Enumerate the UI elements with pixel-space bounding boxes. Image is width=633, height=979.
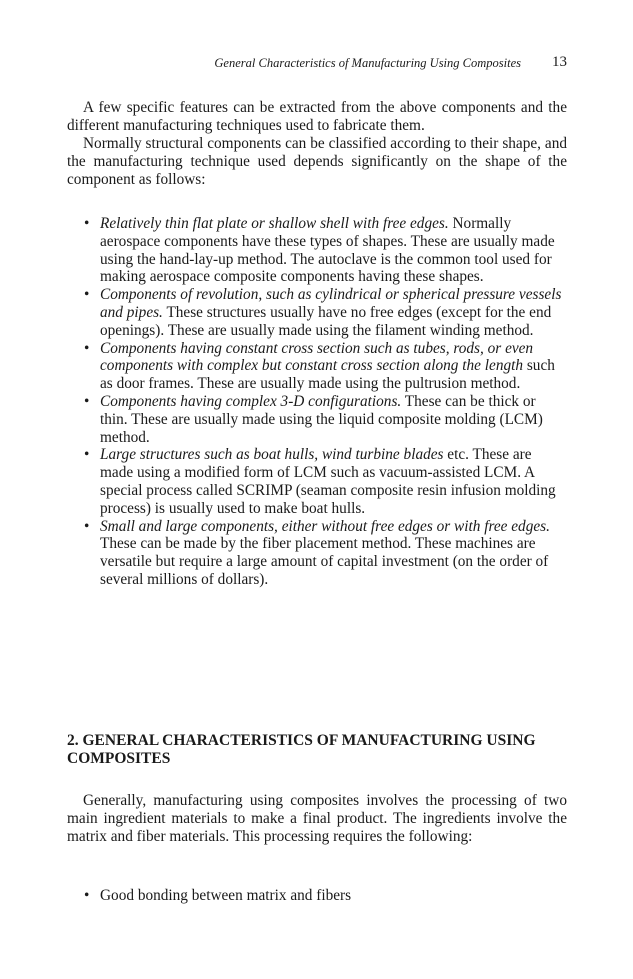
list-item xyxy=(67,286,567,339)
running-head-title: General Characteristics of Manufacturing Using Composites xyxy=(214,56,521,70)
list-item-text: Normally aerospace components have these types of shapes. These are usually made using the hand-lay-up method. The autoclave is the common tool used for making aerospace composite components having these shapes. xyxy=(100,215,555,286)
list-item-text: These can be thick or thin. These are usually made using the liquid composite molding (LCM) method. xyxy=(100,392,543,446)
list-item-lead: Small and large components, either without free edges or with free edges. xyxy=(100,517,550,535)
shape-classification-list xyxy=(67,215,567,589)
page-number: 13 xyxy=(552,54,567,70)
bullet-icon: • xyxy=(84,339,90,357)
list-item xyxy=(67,215,567,286)
list-item-text: such as door frames. These are usually made using the pultrusion method. xyxy=(100,357,555,393)
intro-paragraph-1: A few specific features can be extracted from the above components and the different manufacturing techniques used to fabricate them. xyxy=(67,99,567,134)
list-item xyxy=(67,393,567,446)
requirements-list xyxy=(67,887,567,905)
bullet-icon: • xyxy=(84,446,90,464)
list-item-text: These can be made by the fiber placement method. These machines are versatile but require a large amount of capital investment (on the order of several millions of dollars). xyxy=(100,535,549,588)
list-item xyxy=(67,446,567,517)
section-heading: 2. GENERAL CHARACTERISTICS OF MANUFACTURING USING COMPOSITES xyxy=(67,732,536,767)
list-item-text: etc. These are made using a modified form of LCM such as vacuum-assisted LCM. A special process called SCRIMP (seaman composite resin infusion molding process) is usually used to make boat hulls. xyxy=(100,446,556,517)
bullet-icon: • xyxy=(84,215,90,232)
list-item-lead: Components having complex 3-D configurations. xyxy=(100,392,402,410)
running-head xyxy=(67,52,567,76)
bullet-icon: • xyxy=(84,517,90,535)
list-item xyxy=(67,887,567,905)
list-item-text: Good bonding between matrix and fibers xyxy=(100,887,352,904)
list-item-lead: Components of revolution, such as cylindrical or spherical pressure vessels and pipes. xyxy=(100,286,562,321)
section-paragraph-1: Generally, manufacturing using composites involves the processing of two main ingredient materials to make a final product. The ingredients involve the matrix and fiber materials. This processing requires the following: xyxy=(67,792,567,845)
bullet-icon: • xyxy=(84,286,90,304)
intro-paragraph-2: Normally structural components can be classified according to their shape, and the manufacturing technique used depends significantly on the shape of the component as follows: xyxy=(67,135,567,188)
list-item-text: These structures usually have no free edges (except for the end openings). These are usually made using the filament winding method. xyxy=(100,303,552,339)
bullet-icon: • xyxy=(84,887,90,904)
list-item-lead: Relatively thin flat plate or shallow shell with free edges. xyxy=(100,215,449,232)
list-item xyxy=(67,340,567,393)
bullet-icon: • xyxy=(84,392,90,410)
list-item xyxy=(67,518,567,589)
list-item-lead: Large structures such as boat hulls, wind turbine blades xyxy=(100,446,444,464)
list-item-lead: Components having constant cross section such as tubes, rods, or even components with complex but constant cross section along the length xyxy=(100,339,534,375)
